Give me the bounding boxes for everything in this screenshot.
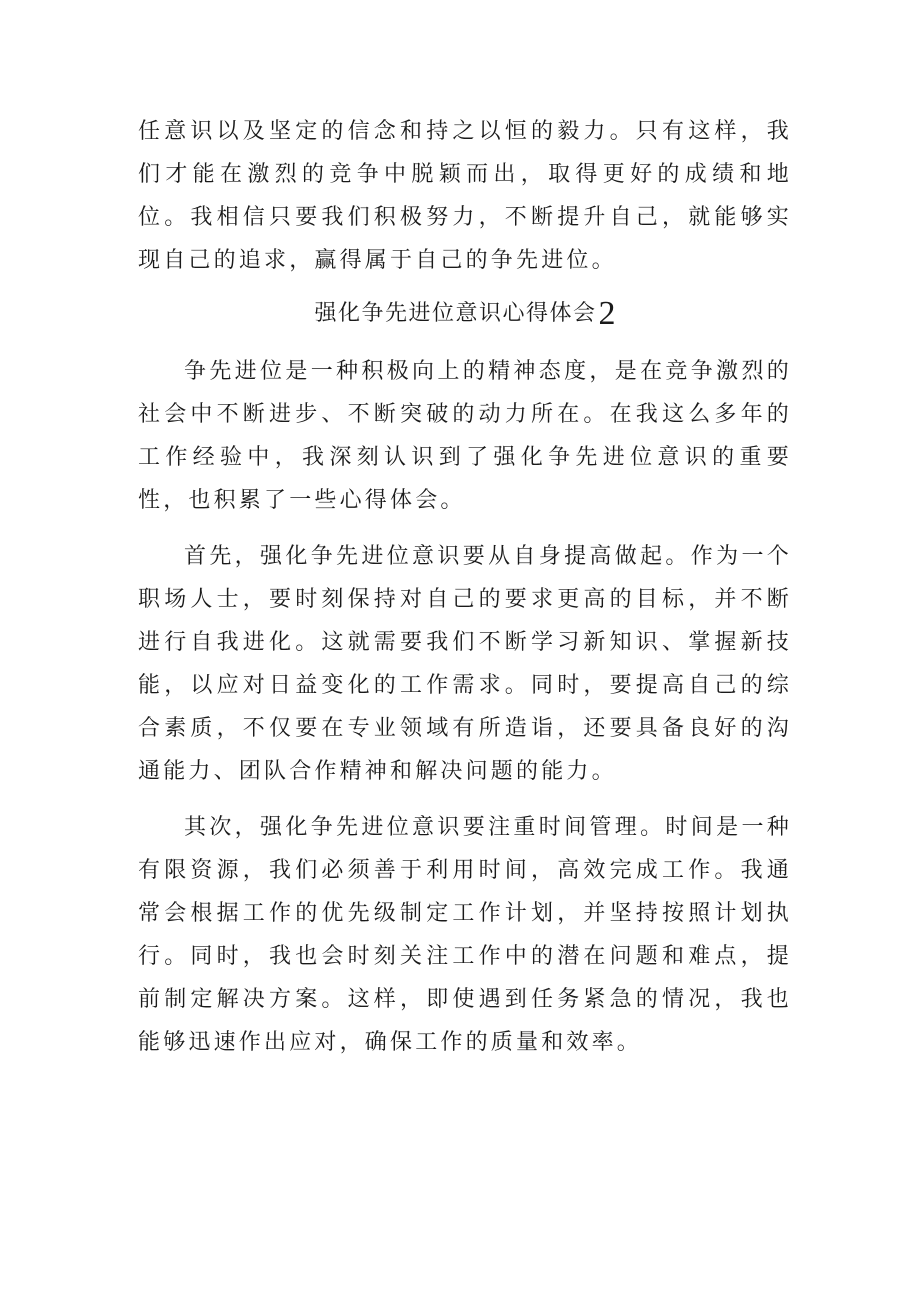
paragraph-self-improvement: 首先，强化争先进位意识要从自身提高做起。作为一个职场人士，要时刻保持对自己的要求更高的目标，并不断进行自我进化。这就需要我们不断学习新知识、掌握新技能，以应对日益变化的工作需求。同时，要提高自己的综合素质，不仅要在专业领域有所造诣，还要具备良好的沟通能力、团队合作精神和解决问题的能力。 [138,544,792,784]
intro-paragraph: 任意识以及坚定的信念和持之以恒的毅力。只有这样，我们才能在激烈的竞争中脱颖而出，取得更好的成绩和地位。我相信只要我们积极努力，不断提升自己，就能够实现自己的追求，赢得属于自己的争先进位。 [138,119,792,273]
paragraph-intro-definition: 争先进位是一种积极向上的精神态度，是在竞争激烈的社会中不断进步、不断突破的动力所在。在我这么多年的工作经验中，我深刻认识到了强化争先进位意识的重要性，也积累了一些心得体会。 [138,359,792,513]
document-body [138,110,792,1064]
section-heading [138,290,792,338]
section-title: 强化争先进位意识心得体会 [314,301,597,326]
section-number: 2 [598,295,616,332]
paragraph-time-management: 其次，强化争先进位意识要注重时间管理。时间是一种有限资源，我们必须善于利用时间，高效完成工作。我通常会根据工作的优先级制定工作计划，并坚持按照计划执行。同时，我也会时刻关注工作中的潜在问题和难点，提前制定解决方案。这样，即使遇到任务紧急的情况，我也能够迅速作出应对，确保工作的质量和效率。 [138,815,792,1055]
